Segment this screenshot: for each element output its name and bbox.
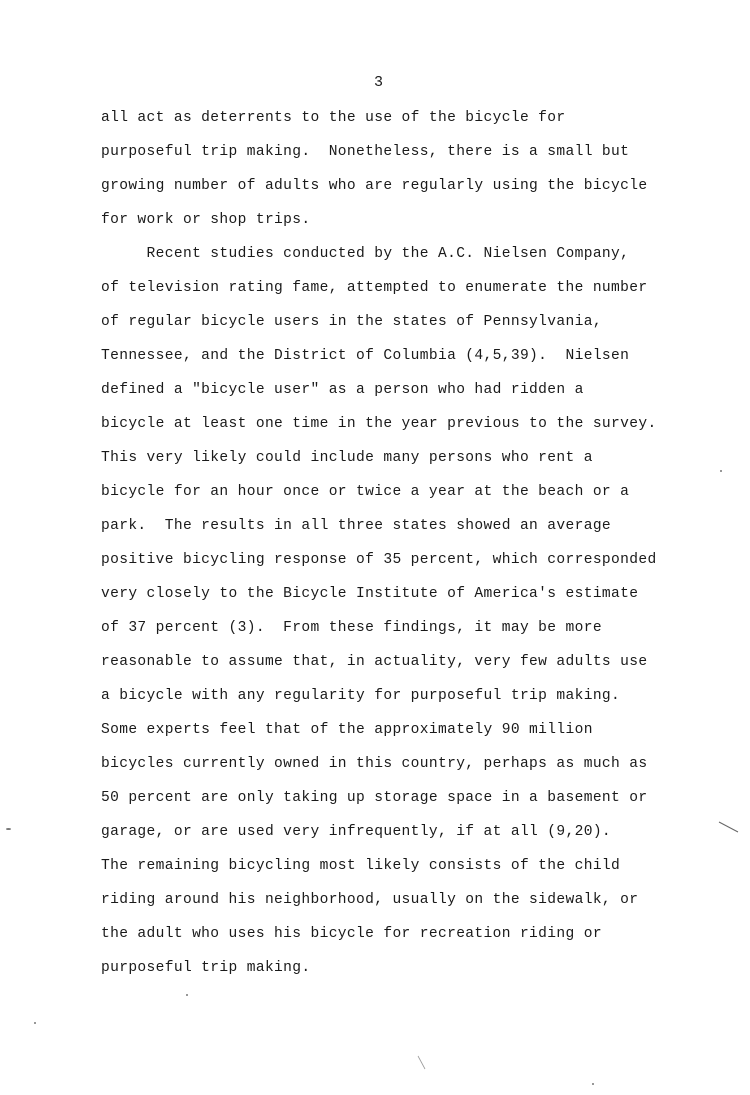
text-line: of regular bicycle users in the states of Pennsylvania, <box>101 314 602 330</box>
text-line: all act as deterrents to the use of the bicycle for <box>101 110 566 126</box>
scan-speck <box>34 1022 36 1024</box>
text-line: park. The results in all three states showed an average <box>101 518 612 534</box>
text-line: 50 percent are only taking up storage space in a basement or <box>101 790 648 806</box>
text-line: riding around his neighborhood, usually on the sidewalk, or <box>101 892 639 908</box>
scan-mark <box>416 1055 428 1071</box>
text-line: the adult who uses his bicycle for recreation riding or <box>101 926 602 942</box>
text-line: Recent studies conducted by the A.C. Nielsen Company, <box>101 246 630 262</box>
text-line: This very likely could include many persons who rent a <box>101 450 593 466</box>
scan-speck <box>592 1083 594 1085</box>
text-line: purposeful trip making. Nonetheless, there is a small but <box>101 144 630 160</box>
text-line: Tennessee, and the District of Columbia (4,5,39). Nielsen <box>101 348 630 364</box>
text-line: of 37 percent (3). From these findings, it may be more <box>101 620 602 636</box>
text-line: Some experts feel that of the approximately 90 million <box>101 722 593 738</box>
text-line: bicycles currently owned in this country, perhaps as much as <box>101 756 648 772</box>
scan-mark <box>718 820 740 834</box>
page-number: 3 <box>374 74 384 91</box>
text-line: reasonable to assume that, in actuality, very few adults use <box>101 654 648 670</box>
scan-speck <box>720 470 722 472</box>
text-line: of television rating fame, attempted to enumerate the number <box>101 280 648 296</box>
text-line: The remaining bicycling most likely consists of the child <box>101 858 621 874</box>
text-line: very closely to the Bicycle Institute of America's estimate <box>101 586 639 602</box>
text-line: garage, or are used very infrequently, if at all (9,20). <box>101 824 612 840</box>
text-line: bicycle at least one time in the year previous to the survey. <box>101 416 657 432</box>
text-line: a bicycle with any regularity for purposeful trip making. <box>101 688 621 704</box>
text-line: defined a "bicycle user" as a person who had ridden a <box>101 382 584 398</box>
text-line: bicycle for an hour once or twice a year at the beach or a <box>101 484 630 500</box>
text-line: positive bicycling response of 35 percent, which corresponded <box>101 552 657 568</box>
text-line: purposeful trip making. <box>101 960 311 976</box>
text-line: growing number of adults who are regularly using the bicycle <box>101 178 648 194</box>
scan-speck <box>186 994 188 996</box>
text-line: for work or shop trips. <box>101 212 311 228</box>
scan-speck <box>6 828 11 830</box>
